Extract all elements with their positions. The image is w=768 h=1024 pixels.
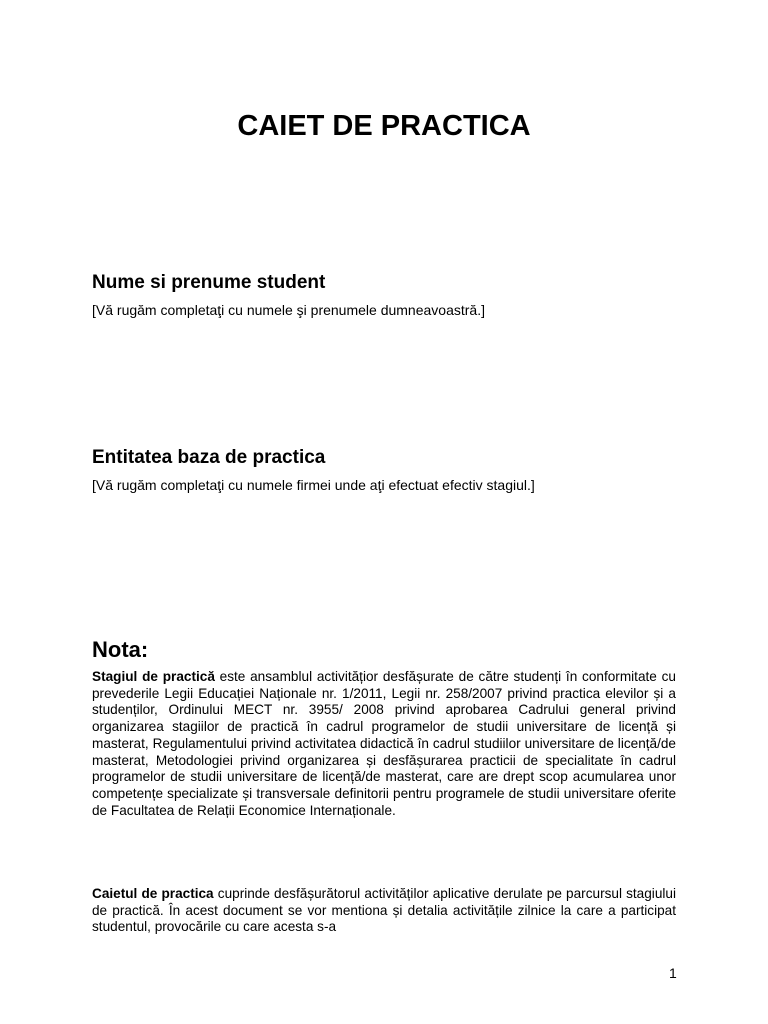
- nota-paragraph-2: [92, 886, 676, 936]
- nota-heading: Nota:: [92, 637, 149, 662]
- nota-paragraph-1-text: este ansamblul activitățior desfășurate de către studenți în conformitate cu prevederile Legii Educației Naționale nr. 1/2011, Legii nr. 258/2007 privind practica elevilor și a studenților, Ordinului MECT nr. 3955/ 2008 privind aprobarea Cadrului general privind organizarea stagiilor de practică în cadrul programelor de studii universitare de licență și masterat, Regulamentului privind activitatea didactică în cadrul studiilor universitare de licență/de masterat, Metodologiei privind organizarea și desfășurarea practicii de specialitate în cadrul programelor de studii universitare de licență/de masterat, care are drept scop acumularea unor competențe specializate și transversale definitorii pentru programele de studii universitare oferite de Facultatea de Relații Economice Internaționale.: [92, 669, 676, 818]
- student-name-heading: Nume si prenume student: [92, 272, 326, 293]
- practice-entity-hint: [Vă rugăm completaţi cu numele firmei unde aţi efectuat efectiv stagiul.]: [92, 477, 535, 493]
- nota-paragraph-2-text: cuprinde desfășurătorul activităților aplicative derulate pe parcursul stagiului de practică. În acest document se vor mentiona și detalia activitățile zilnice la care a participat studentul, provocările cu care acesta s-a: [92, 886, 676, 935]
- nota-paragraph-2-term: Caietul de practica: [92, 886, 214, 901]
- document-title: CAIET DE PRACTICA: [237, 110, 531, 142]
- nota-paragraph-1: [92, 669, 676, 819]
- practice-entity-heading: Entitatea baza de practica: [92, 447, 326, 468]
- nota-paragraph-1-term: Stagiul de practică: [92, 669, 215, 684]
- student-name-hint: [Vă rugăm completaţi cu numele şi prenumele dumneavoastră.]: [92, 302, 485, 318]
- page-number: 1: [669, 965, 677, 981]
